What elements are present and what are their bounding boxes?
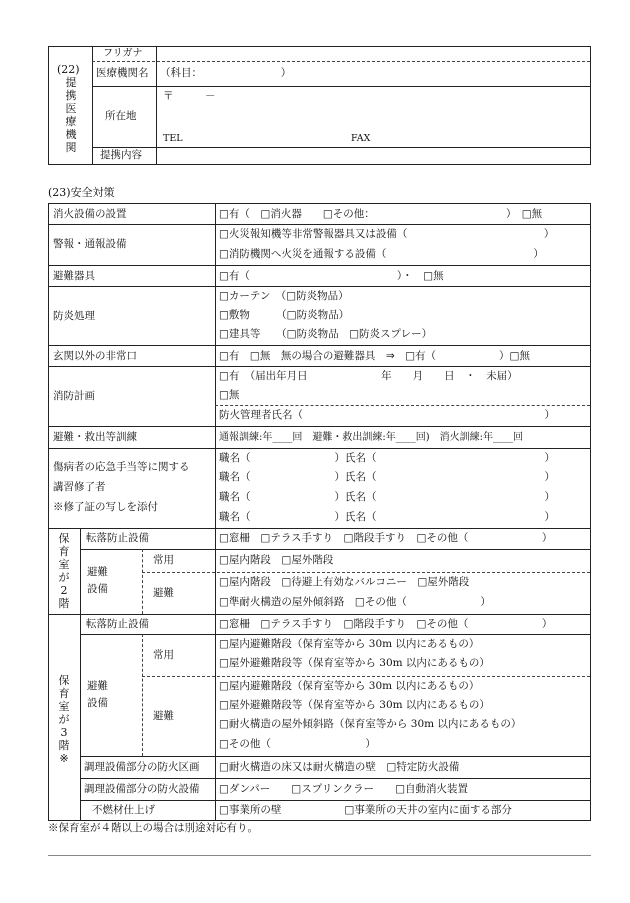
floor3-label-char: 階 [58, 739, 70, 752]
fire-manager-name-field[interactable]: 防火管理者氏名（ ） [219, 409, 555, 421]
noncombustible-finish-label: 不燃材仕上げ [92, 804, 155, 816]
floor3-evac-sub-label: 避難 [153, 710, 174, 722]
partner-label-num: (22) [57, 63, 80, 76]
kitchen-fire-zone-options[interactable]: □耐火構造の床又は耐火構造の壁 □特定防火設備 [219, 761, 460, 773]
fire-plan-submitted[interactable]: □有 （届出年月日 年 月 日 ・ 未届） [219, 370, 518, 382]
floor3-label-char: ※ [59, 752, 69, 765]
alarm-option-fire-alarm[interactable]: □火災報知機等非常警報器具又は設備（ ） [219, 228, 555, 240]
floor3-normal-option-2[interactable]: □屋外避難階段等（保育室等から 30m 以内にあるもの） [219, 657, 490, 669]
partner-label-char: 関 [65, 141, 77, 154]
partnership-content-label: 提携内容 [100, 149, 142, 161]
emergency-exit-options[interactable]: □有 □無 無の場合の避難器具 ⇒ □有（ ）□無 [219, 350, 530, 362]
floor2-normal-label: 常用 [153, 554, 174, 566]
kitchen-fire-zone-label: 調理設備部分の防火区画 [84, 761, 200, 773]
partner-label-char: 機 [65, 128, 77, 141]
extinguisher-label: 消火設備の設置 [53, 208, 127, 220]
floor3-label-char: 室 [58, 700, 70, 713]
floor3-evac-option-3[interactable]: □耐火構造の屋外傾斜路（保育室等から 30m 以内にあるもの） [219, 718, 522, 730]
floor2-evac-options-1[interactable]: □屋内階段 □待避上有効なバルコニー □屋外階段 [219, 576, 470, 588]
floor3-fall-prevention-options[interactable]: □窓柵 □テラス手すり □階段手すり □その他（ ） [219, 618, 553, 630]
floor2-label-char: が [58, 571, 70, 584]
partner-label-char: 提 [65, 76, 77, 89]
first-aid-person-row[interactable]: 職名（ ）氏名（ ） [219, 471, 555, 483]
floor2-label-char: 階 [58, 597, 70, 610]
first-aid-person-row[interactable]: 職名（ ）氏名（ ） [219, 511, 555, 523]
floor2-label-char: 2 [60, 584, 68, 597]
floor3-label-char: が [58, 713, 70, 726]
evac-equipment-options[interactable]: □有（ ）・ □無 [219, 270, 444, 282]
floor2-evac-options-2[interactable]: □準耐火構造の屋外傾斜路 □その他（ ） [219, 596, 491, 608]
kitchen-fire-equipment-options[interactable]: □ダンパー □スプリンクラー □自動消火装置 [219, 783, 469, 795]
first-aid-person-row[interactable]: 職名（ ）氏名（ ） [219, 452, 555, 464]
floor3-evac-option-1[interactable]: □屋内避難階段（保育室等から 30m 以内にあるもの） [219, 680, 480, 692]
floor3-label [55, 674, 73, 765]
floor3-evac-option-2[interactable]: □屋外避難階段等（保育室等から 30m 以内にあるもの） [219, 699, 490, 711]
kitchen-fire-equipment-label: 調理設備部分の防火設備 [84, 783, 200, 795]
floor2-evac-equipment-label-2: 設備 [87, 583, 108, 595]
floor2-fall-prevention-options[interactable]: □窓柵 □テラス手すり □階段手すり □その他（ ） [219, 532, 553, 544]
page-bottom-rule [48, 855, 591, 856]
flameproof-label: 防炎処理 [53, 310, 95, 322]
partner-label-char: 医 [65, 102, 77, 115]
evac-equipment-label: 避難器具 [53, 270, 95, 282]
flameproof-rug[interactable]: □敷物 （□防炎物品） [219, 309, 350, 321]
first-aid-label-line1: 傷病者の応急手当等に関する [53, 461, 190, 473]
drills-counts[interactable]: 通報訓練:年____回 避難・救出訓練:年____回) 消火訓練:年____回 [219, 432, 524, 443]
floor2-fall-prevention-label: 転落防止設備 [86, 532, 149, 544]
partner-label-char: 携 [65, 89, 77, 102]
floor2-evac-sub-label: 避難 [153, 587, 174, 599]
floor3-normal-label: 常用 [153, 649, 174, 661]
drills-label: 避難・救出等訓練 [53, 431, 137, 443]
extinguisher-options[interactable]: □有（ □消火器 □その他： ） □無 [219, 208, 543, 220]
floor2-evac-equipment-label: 避難 [87, 566, 108, 578]
floor2-label [55, 532, 73, 610]
floor3-normal-option-1[interactable]: □屋内避難階段（保育室等から 30m 以内にあるもの） [219, 638, 480, 650]
floor2-label-char: 室 [58, 558, 70, 571]
floor3-label-char: 育 [58, 687, 70, 700]
tel-field[interactable]: TEL [163, 133, 183, 144]
fire-plan-label: 消防計画 [53, 390, 95, 402]
floor2-label-char: 保 [58, 532, 70, 545]
address-label: 所在地 [105, 110, 137, 122]
floor3-evac-option-4[interactable]: □その他（ ） [219, 738, 376, 750]
safety-section-title: (23)安全対策 [48, 186, 115, 199]
floor2-normal-options[interactable]: □屋内階段 □屋外階段 [219, 554, 334, 566]
floor3-evac-equipment-label-2: 設備 [87, 697, 108, 709]
noncombustible-finish-options[interactable]: □事業所の壁 □事業所の天井の室内に面する部分 [219, 804, 512, 816]
first-aid-person-row[interactable]: 職名（ ）氏名（ ） [219, 491, 555, 503]
floor2-label-char: 育 [58, 545, 70, 558]
postal-code-field[interactable]: 〒 － [163, 90, 216, 102]
alarm-option-fire-notification[interactable]: □消防機関へ火災を通報する設備（ ） [219, 248, 544, 260]
partner-label [62, 76, 80, 154]
floor3-evac-equipment-label: 避難 [87, 680, 108, 692]
partner-label-char: 療 [65, 115, 77, 128]
alarm-label: 警報・通報設備 [53, 238, 127, 250]
flameproof-curtain[interactable]: □カーテン （□防炎物品） [219, 290, 349, 302]
fire-plan-none[interactable]: □無 [219, 389, 240, 401]
floor3-fall-prevention-label: 転落防止設備 [86, 618, 149, 630]
floor3-label-char: 3 [60, 726, 68, 739]
flameproof-fittings[interactable]: □建具等 （□防炎物品 □防炎スプレー） [219, 328, 433, 340]
fax-field[interactable]: FAX [351, 133, 371, 144]
footnote: ※保育室が４階以上の場合は別途対応有り。 [48, 822, 258, 834]
furigana-label: フリガナ [103, 48, 143, 59]
floor3-label-char: 保 [58, 674, 70, 687]
first-aid-label-note: ※修了証の写しを添付 [53, 501, 158, 513]
institution-name-value[interactable]: （科目： ） [160, 67, 292, 79]
first-aid-label-line2: 講習修了者 [53, 481, 106, 493]
emergency-exit-label: 玄関以外の非常口 [53, 350, 137, 362]
institution-name-label: 医療機関名 [96, 67, 149, 79]
